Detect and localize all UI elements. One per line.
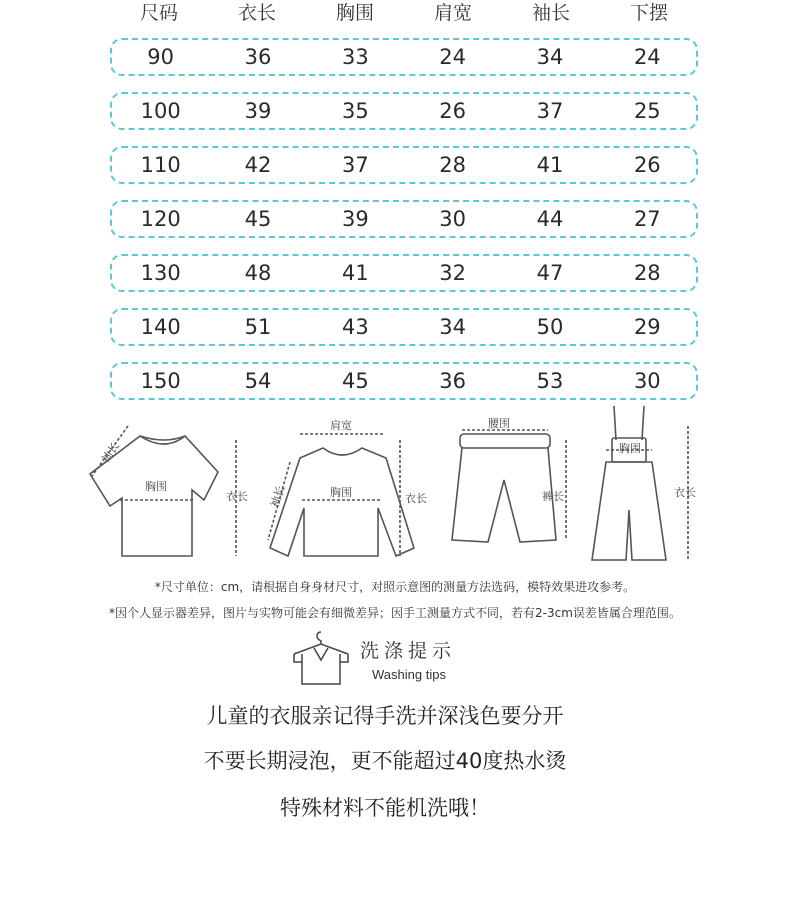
washing-instruction: 不要长期浸泡，更不能超过40度热水烫 xyxy=(203,749,567,773)
overalls-diagram xyxy=(592,406,688,560)
note-size-unit: *尺寸单位：cm，请根据自身身材尺寸，对照示意图的测量方法选码，模特效果进攻参考。 xyxy=(154,580,636,594)
cell-size: 90 xyxy=(147,45,175,69)
shorts-length-label: 裤长 xyxy=(542,490,564,503)
header-size: 尺码 xyxy=(139,2,178,24)
overalls-chest-label: 胸围 xyxy=(619,442,641,455)
header-chest: 胸围 xyxy=(335,2,374,24)
cell-sleeve: 34 xyxy=(536,45,564,69)
tshirt-sleeve-label: 袖长 xyxy=(98,439,123,466)
cell-length: 42 xyxy=(244,153,272,177)
cell-hem: 29 xyxy=(633,315,661,339)
table-row xyxy=(110,362,698,400)
measurement-diagrams xyxy=(0,400,790,570)
sweater-length-label: 衣长 xyxy=(405,492,427,505)
cell-shoulder: 26 xyxy=(439,99,467,123)
cell-sleeve: 50 xyxy=(536,315,564,339)
table-row xyxy=(110,308,698,346)
cell-shoulder: 36 xyxy=(439,369,467,393)
table-row xyxy=(110,146,698,184)
cell-chest: 41 xyxy=(341,261,369,285)
shorts-waist-label: 腰围 xyxy=(488,417,510,430)
cell-length: 39 xyxy=(244,99,272,123)
shorts-diagram xyxy=(452,430,566,542)
cell-hem: 24 xyxy=(633,45,661,69)
cell-length: 45 xyxy=(244,207,272,231)
cell-hem: 30 xyxy=(633,369,661,393)
cell-size: 120 xyxy=(140,207,181,231)
table-row xyxy=(110,200,698,238)
cell-sleeve: 37 xyxy=(536,99,564,123)
sweater-sleeve-label: 袖长 xyxy=(268,484,288,510)
cell-shoulder: 34 xyxy=(439,315,467,339)
cell-hem: 27 xyxy=(633,207,661,231)
washing-subtitle: Washing tips xyxy=(372,667,446,682)
cell-sleeve: 44 xyxy=(536,207,564,231)
washing-instruction: 特殊材料不能机洗哦！ xyxy=(280,796,490,820)
cell-size: 150 xyxy=(140,369,181,393)
cell-chest: 39 xyxy=(341,207,369,231)
cell-sleeve: 47 xyxy=(536,261,564,285)
cell-sleeve: 41 xyxy=(536,153,564,177)
cell-size: 140 xyxy=(140,315,181,339)
cell-shoulder: 32 xyxy=(439,261,467,285)
cell-length: 54 xyxy=(244,369,272,393)
sweater-chest-label: 胸围 xyxy=(330,486,352,499)
cell-size: 110 xyxy=(140,153,181,177)
cell-shoulder: 30 xyxy=(439,207,467,231)
overalls-length-label: 衣长 xyxy=(674,486,696,499)
cell-length: 51 xyxy=(244,315,272,339)
tshirt-chest-label: 胸围 xyxy=(145,480,167,493)
hanger-shirt-icon xyxy=(290,626,352,686)
cell-length: 48 xyxy=(244,261,272,285)
table-row xyxy=(110,254,698,292)
header-sleeve: 袖长 xyxy=(531,2,570,24)
cell-sleeve: 53 xyxy=(536,369,564,393)
cell-length: 36 xyxy=(244,45,272,69)
washing-instruction: 儿童的衣服亲记得手洗并深浅色要分开 xyxy=(206,704,564,728)
cell-shoulder: 24 xyxy=(439,45,467,69)
table-row xyxy=(110,92,698,130)
washing-title: 洗涤提示 xyxy=(360,640,457,662)
cell-chest: 37 xyxy=(341,153,369,177)
cell-chest: 35 xyxy=(341,99,369,123)
cell-hem: 28 xyxy=(633,261,661,285)
cell-chest: 45 xyxy=(341,369,369,393)
cell-chest: 43 xyxy=(341,315,369,339)
cell-shoulder: 28 xyxy=(439,153,467,177)
size-table-header xyxy=(110,0,700,24)
header-hem: 下摆 xyxy=(629,2,668,24)
cell-size: 100 xyxy=(140,99,181,123)
header-shoulder: 肩宽 xyxy=(433,2,472,24)
cell-hem: 26 xyxy=(633,153,661,177)
cell-size: 130 xyxy=(140,261,181,285)
header-length: 衣长 xyxy=(237,2,276,24)
tshirt-length-label: 衣长 xyxy=(226,490,248,503)
note-display-difference: *因个人显示器差异，图片与实物可能会有细微差异；因手工测量方式不同，若有2-3cm误差皆属合理范围。 xyxy=(109,606,681,620)
table-row xyxy=(110,38,698,76)
cell-chest: 33 xyxy=(341,45,369,69)
cell-hem: 25 xyxy=(633,99,661,123)
sweater-shoulder-label: 肩宽 xyxy=(330,419,352,432)
